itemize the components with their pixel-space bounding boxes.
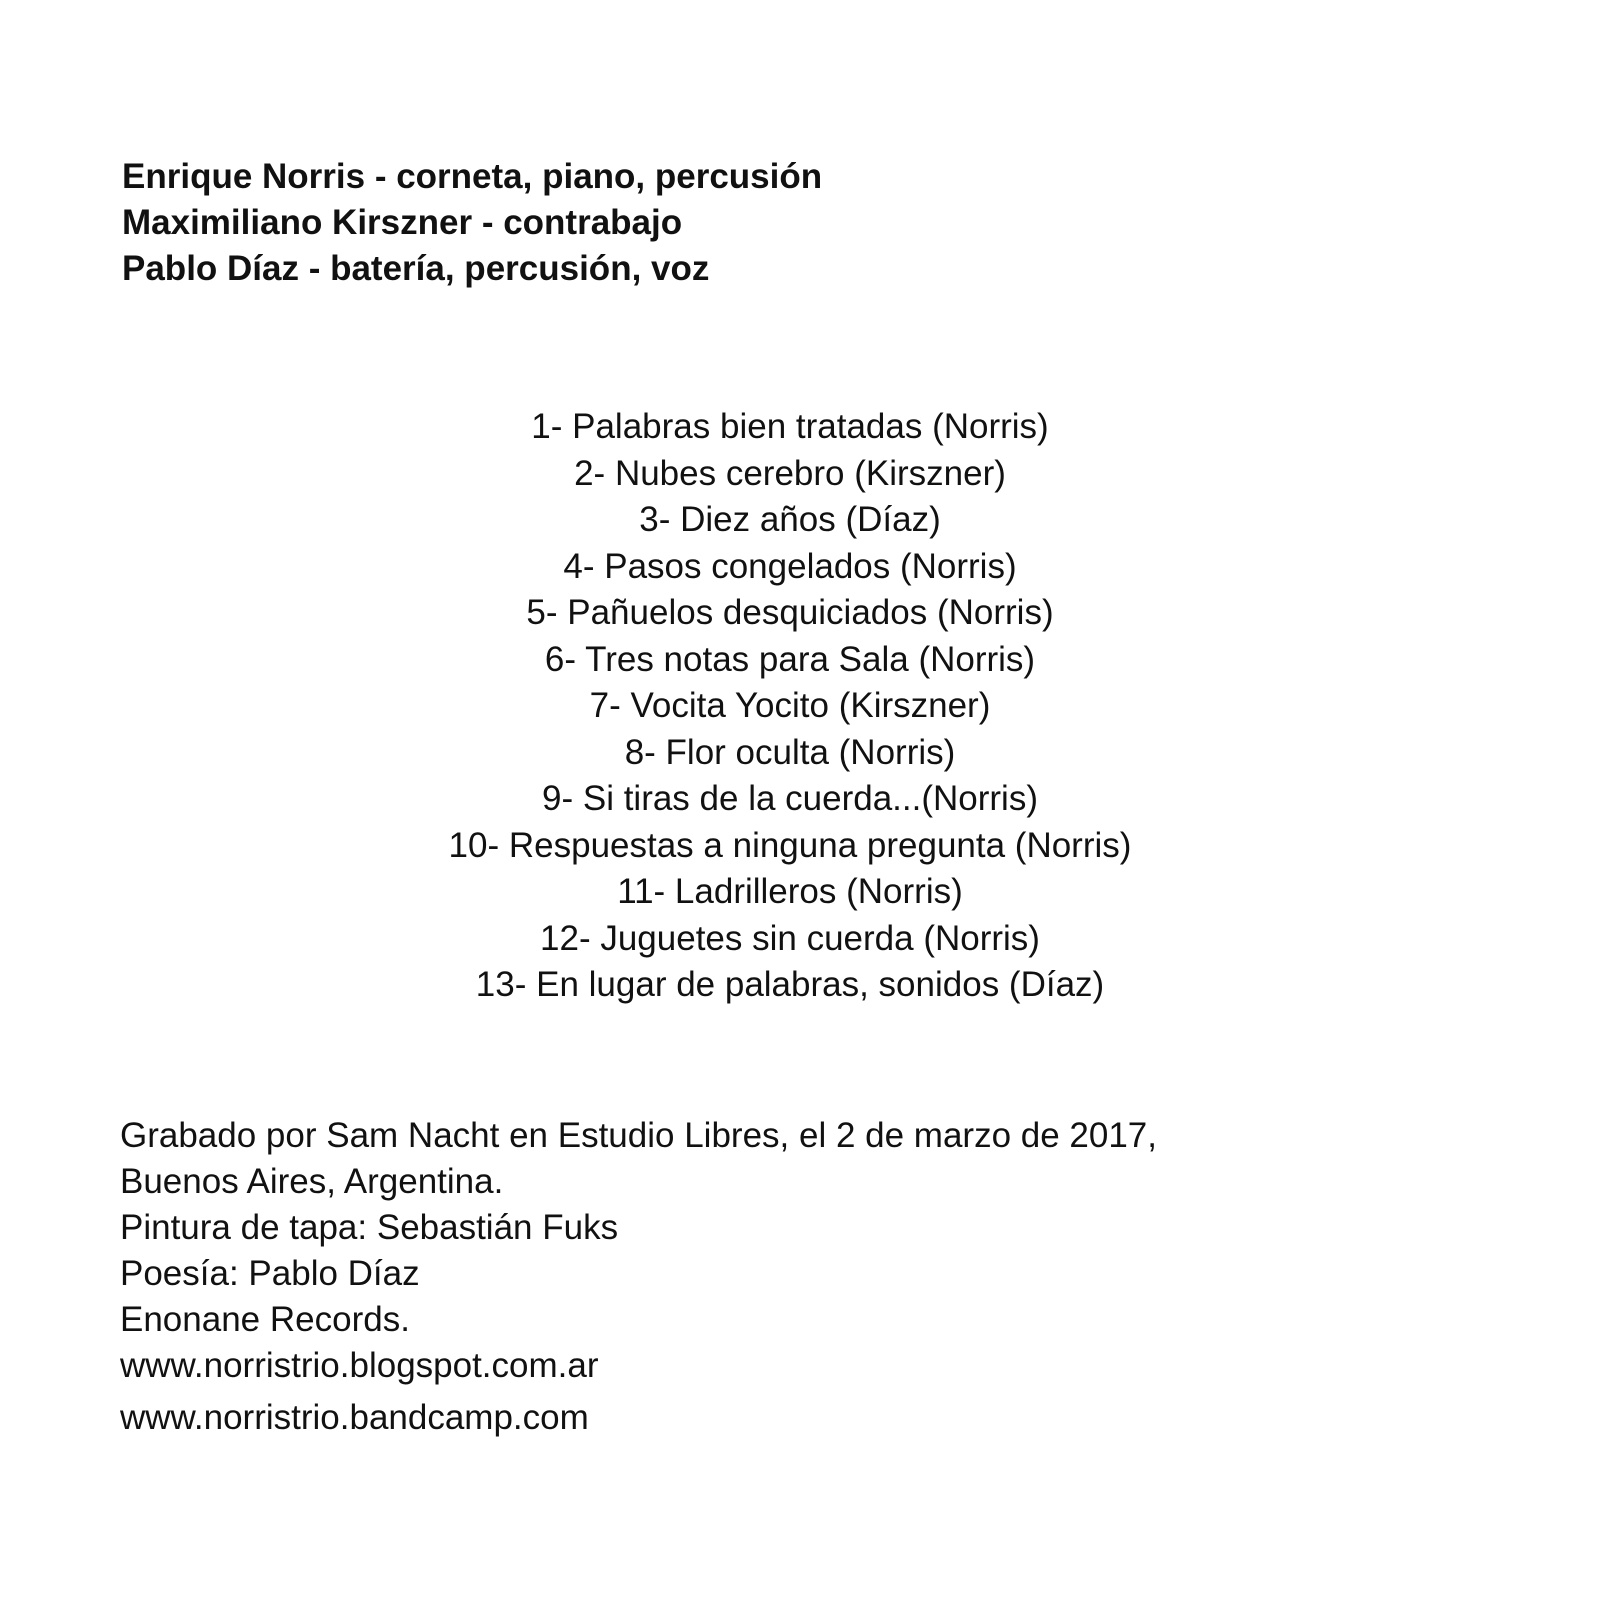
track-item: 2- Nubes cerebro (Kirszner) xyxy=(574,453,1006,493)
track-list xyxy=(0,404,1580,1009)
track-item: 13- En lugar de palabras, sonidos (Díaz) xyxy=(475,965,1105,1004)
poetry-credit: Poesía: Pablo Díaz xyxy=(120,1254,420,1293)
record-label: Enonane Records. xyxy=(120,1300,410,1339)
recording-credit: Grabado por Sam Nacht en Estudio Libres, el 2 de marzo de 2017, xyxy=(120,1116,1157,1155)
musician-line: Pablo Díaz - batería, percusión, voz xyxy=(122,249,710,288)
track-item: 1- Palabras bien tratadas (Norris) xyxy=(531,407,1049,446)
track-item: 10- Respuestas a ninguna pregunta (Norris) xyxy=(448,825,1132,865)
track-item: 12- Juguetes sin cuerda (Norris) xyxy=(540,918,1040,958)
credits-block xyxy=(120,1113,1157,1441)
cover-art-credit: Pintura de tapa: Sebastián Fuks xyxy=(120,1208,619,1247)
bandcamp-url: www.norristrio.bandcamp.com xyxy=(120,1398,589,1437)
recording-location: Buenos Aires, Argentina. xyxy=(120,1162,504,1201)
track-item: 7- Vocita Yocito (Kirszner) xyxy=(589,686,991,725)
track-item: 11- Ladrilleros (Norris) xyxy=(617,872,963,911)
musicians-list xyxy=(122,154,822,292)
musician-line: Enrique Norris - corneta, piano, percusión xyxy=(122,157,823,196)
track-item: 3- Diez años (Díaz) xyxy=(639,500,941,539)
musician-line: Maximiliano Kirszner - contrabajo xyxy=(122,203,683,242)
track-item: 6- Tres notas para Sala (Norris) xyxy=(544,639,1036,679)
track-item: 8- Flor oculta (Norris) xyxy=(624,732,956,772)
track-item: 4- Pasos congelados (Norris) xyxy=(563,546,1017,586)
blog-url: www.norristrio.blogspot.com.ar xyxy=(120,1346,599,1385)
track-item: 5- Pañuelos desquiciados (Norris) xyxy=(526,593,1054,632)
track-item: 9- Si tiras de la cuerda...(Norris) xyxy=(542,779,1038,818)
